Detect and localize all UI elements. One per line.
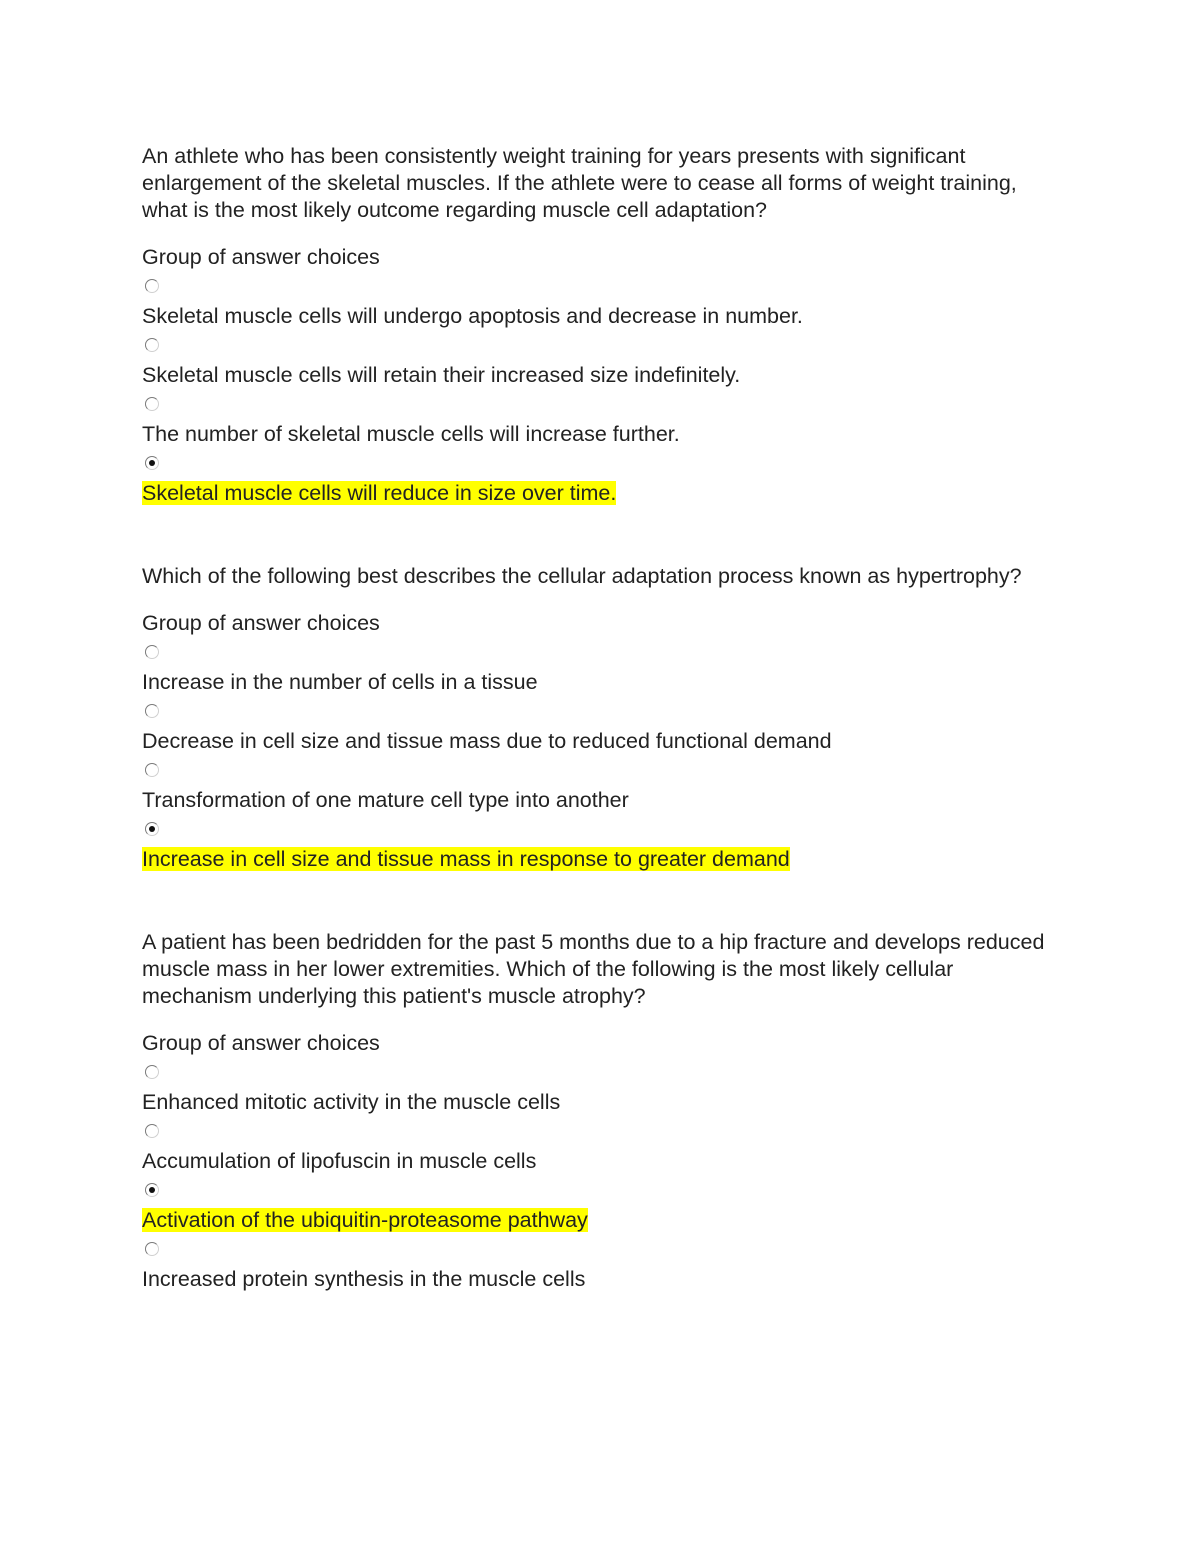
answer-choice[interactable] bbox=[142, 704, 1062, 755]
radio-button-icon[interactable] bbox=[145, 763, 159, 777]
choice-label: Accumulation of lipofuscin in muscle cells bbox=[142, 1149, 537, 1173]
question-3 bbox=[142, 929, 1062, 1293]
group-label: Group of answer choices bbox=[142, 1031, 380, 1055]
choice-label: Skeletal muscle cells will undergo apoptosis and decrease in number. bbox=[142, 304, 803, 328]
answer-choice[interactable] bbox=[142, 279, 1062, 330]
answer-choice-selected[interactable] bbox=[142, 456, 1062, 507]
group-label: Group of answer choices bbox=[142, 245, 380, 269]
radio-button-checked-icon[interactable] bbox=[145, 456, 159, 470]
radio-button-icon[interactable] bbox=[145, 1242, 159, 1256]
answer-choice[interactable] bbox=[142, 763, 1062, 814]
answer-choice-selected[interactable] bbox=[142, 822, 1062, 873]
group-label: Group of answer choices bbox=[142, 611, 380, 635]
answer-choice[interactable] bbox=[142, 645, 1062, 696]
answer-choice[interactable] bbox=[142, 1065, 1062, 1116]
highlighted-answer: Increase in cell size and tissue mass in response to greater demand bbox=[142, 847, 790, 871]
radio-button-icon[interactable] bbox=[145, 645, 159, 659]
choice-label: Transformation of one mature cell type into another bbox=[142, 788, 629, 812]
question-text: An athlete who has been consistently weight training for years presents with significant enlargement of the skeletal muscles. If the athlete were to cease all forms of weight training, what is the most likely outcome regarding muscle cell adaptation? bbox=[142, 144, 1017, 222]
choice-label: Increase in the number of cells in a tissue bbox=[142, 670, 538, 694]
answer-choice[interactable] bbox=[142, 1124, 1062, 1175]
answer-choice[interactable] bbox=[142, 397, 1062, 448]
radio-button-icon[interactable] bbox=[145, 279, 159, 293]
quiz-document bbox=[142, 143, 1062, 1293]
radio-button-checked-icon[interactable] bbox=[145, 822, 159, 836]
radio-button-icon[interactable] bbox=[145, 1124, 159, 1138]
question-spacer bbox=[142, 873, 1062, 929]
radio-button-icon[interactable] bbox=[145, 397, 159, 411]
radio-button-checked-icon[interactable] bbox=[145, 1183, 159, 1197]
answer-choice[interactable] bbox=[142, 1242, 1062, 1293]
question-1 bbox=[142, 143, 1062, 507]
highlighted-answer: Activation of the ubiquitin-proteasome pathway bbox=[142, 1208, 588, 1232]
choice-label: Decrease in cell size and tissue mass due to reduced functional demand bbox=[142, 729, 832, 753]
question-spacer bbox=[142, 507, 1062, 563]
question-2 bbox=[142, 563, 1062, 873]
radio-button-icon[interactable] bbox=[145, 338, 159, 352]
answer-choice[interactable] bbox=[142, 338, 1062, 389]
choice-label: Enhanced mitotic activity in the muscle cells bbox=[142, 1090, 561, 1114]
choice-label: The number of skeletal muscle cells will increase further. bbox=[142, 422, 680, 446]
question-text: Which of the following best describes the cellular adaptation process known as hypertrophy? bbox=[142, 564, 1022, 588]
choice-label: Increased protein synthesis in the muscle cells bbox=[142, 1267, 586, 1291]
radio-button-icon[interactable] bbox=[145, 1065, 159, 1079]
answer-choice-selected[interactable] bbox=[142, 1183, 1062, 1234]
radio-button-icon[interactable] bbox=[145, 704, 159, 718]
highlighted-answer: Skeletal muscle cells will reduce in size over time. bbox=[142, 481, 617, 505]
question-text: A patient has been bedridden for the past 5 months due to a hip fracture and develops reduced muscle mass in her lower extremities. Which of the following is the most likely cellular mechanism underlying this patient's muscle atrophy? bbox=[142, 930, 1045, 1008]
choice-label: Skeletal muscle cells will retain their increased size indefinitely. bbox=[142, 363, 741, 387]
